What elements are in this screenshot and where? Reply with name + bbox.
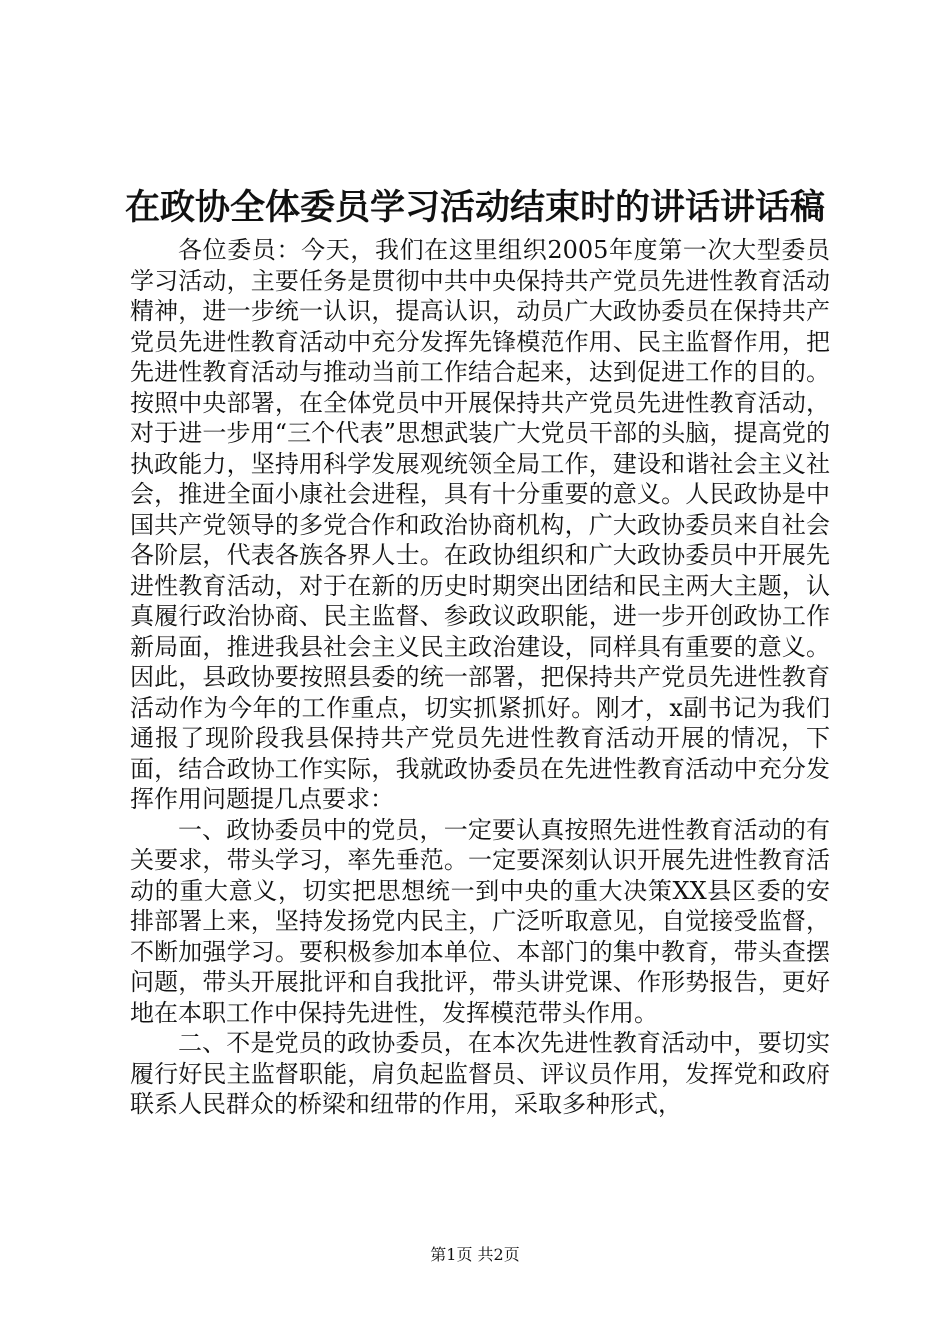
document-body (130, 235, 830, 1120)
document-title: 在政协全体委员学习活动结束时的讲话讲话稿 (124, 187, 825, 228)
body-paragraph: 一、政协委员中的党员，一定要认真按照先进性教育活动的有关要求，带头学习，率先垂范。一定要深刻认识开展先进性教育活动的重大意义，切实把思想统一到中央的重大决策XX县区委的安排部署上来，坚持发扬党内民主，广泛听取意见，自觉接受监督，不断加强学习。要积极参加本单位、本部门的集中教育，带头查摆问题，带头开展批评和自我批评，带头讲党课、作形势报告，更好地在本职工作中保持先进性，发挥模范带头作用。 (130, 815, 830, 1027)
page-number-footer: 第1页 共2页 (430, 1245, 520, 1264)
body-paragraph: 各位委员：今天，我们在这里组织2005年度第一次大型委员学习活动，主要任务是贯彻中共中央保持共产党员先进性教育活动精神，进一步统一认识，提高认识，动员广大政协委员在保持共产党员先进性教育活动中充分发挥先锋模范作用、民主监督作用，把先进性教育活动与推动当前工作结合起来，达到促进工作的目的。按照中央部署，在全体党员中开展保持共产党员先进性教育活动，对于进一步用“三个代表”思想武装广大党员干部的头脑，提高党的执政能力，坚持用科学发展观统领全局工作，建设和谐社会主义社会，推进全面小康社会进程，具有十分重要的意义。人民政协是中国共产党领导的多党合作和政治协商机构，广大政协委员来自社会各阶层，代表各族各界人士。在政协组织和广大政协委员中开展先进性教育活动，对于在新的历史时期突出团结和民主两大主题，认真履行政治协商、民主监督、参政议政职能，进一步开创政协工作新局面，推进我县社会主义民主政治建设，同样具有重要的意义。因此，县政协要按照县委的统一部署，把保持共产党员先进性教育活动作为今年的工作重点，切实抓紧抓好。刚才，x副书记为我们通报了现阶段我县保持共产党员先进性教育活动开展的情况，下面，结合政协工作实际，我就政协委员在先进性教育活动中充分发挥作用问题提几点要求： (130, 236, 830, 813)
body-paragraph: 二、不是党员的政协委员，在本次先进性教育活动中，要切实履行好民主监督职能，肩负起监督员、评议员作用，发挥党和政府联系人民群众的桥梁和纽带的作用，采取多种形式， (130, 1029, 830, 1118)
